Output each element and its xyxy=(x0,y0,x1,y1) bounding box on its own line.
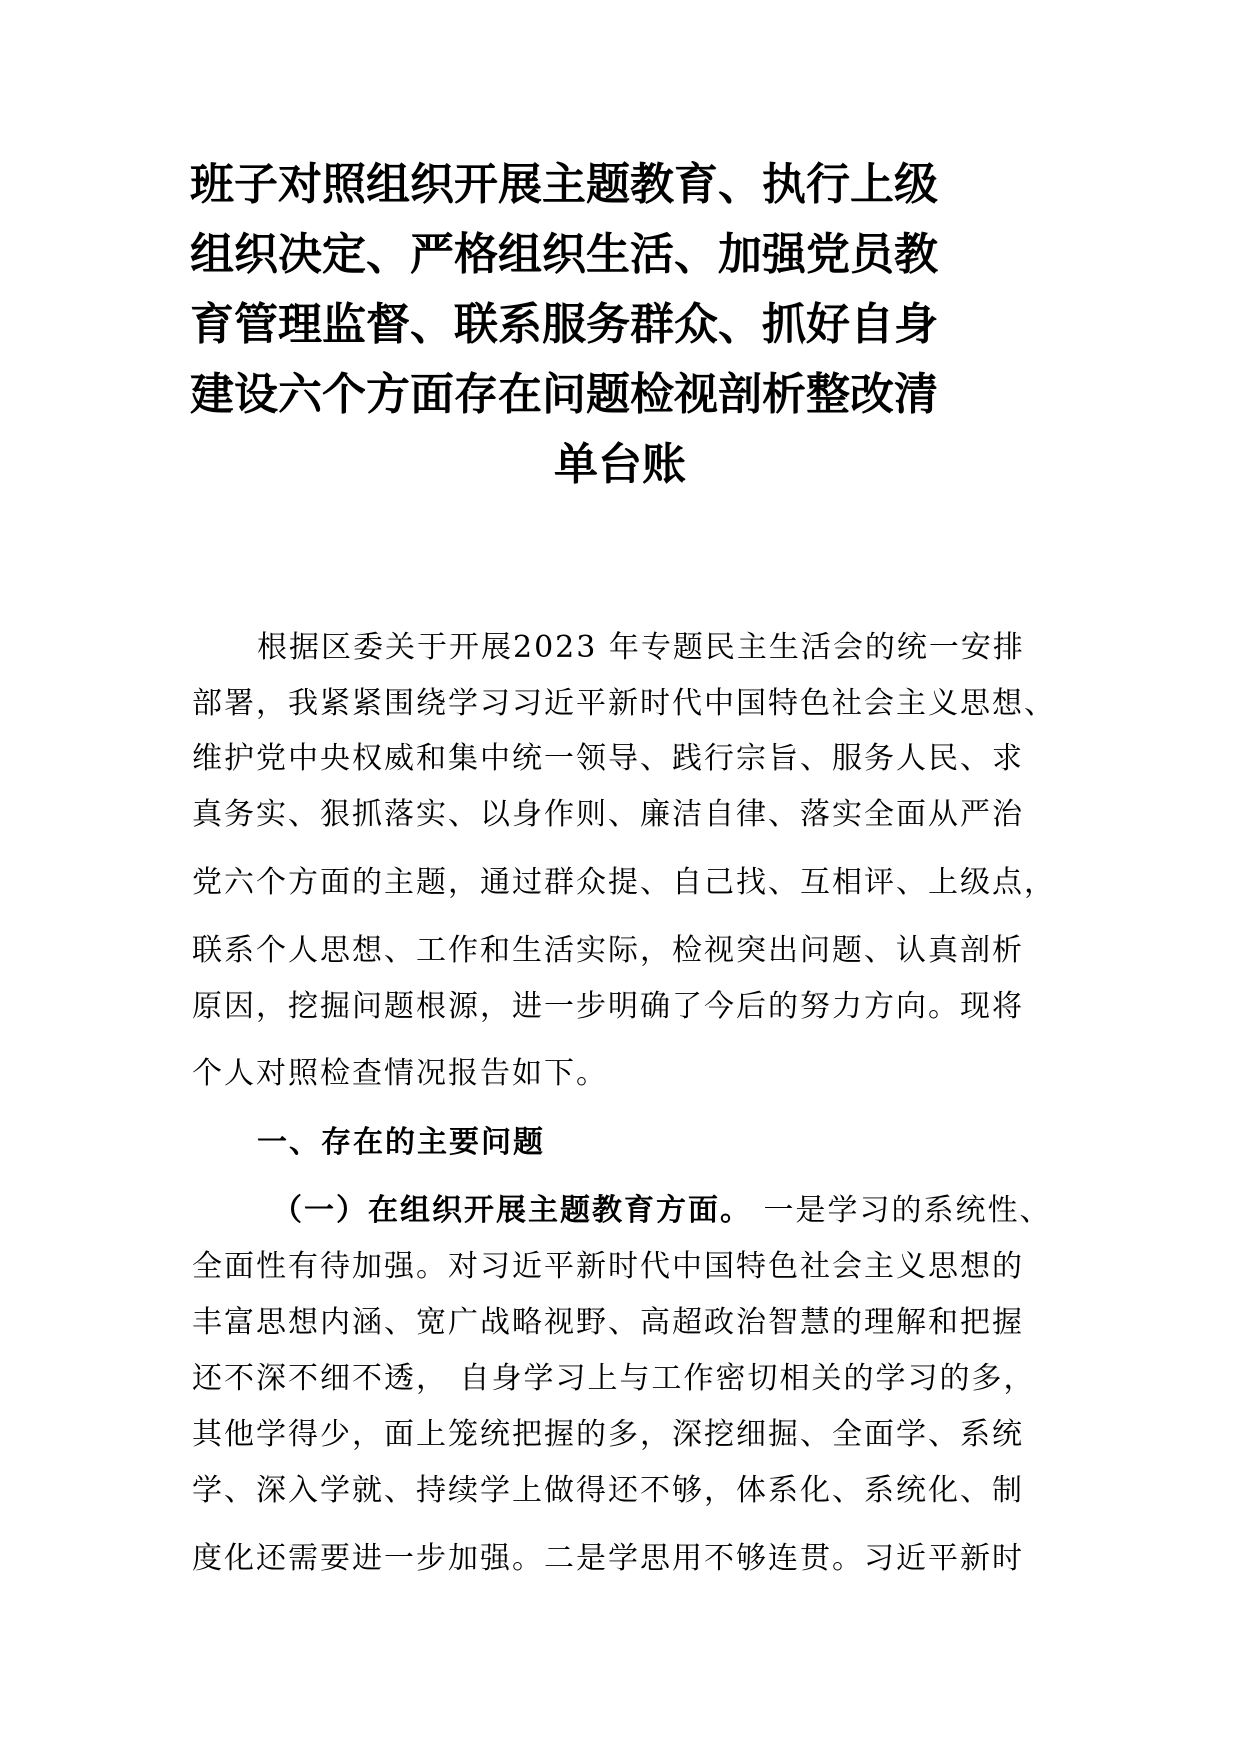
document-title xyxy=(190,150,1050,500)
body-line: 还不深不细不透， 自身学习上与工作密切相关的学习的多， xyxy=(192,1361,1036,1396)
subsection-lead-text: 一是学习的系统性、 xyxy=(752,1193,1052,1228)
title-line: 单台账 xyxy=(554,439,686,490)
title-line: 组织决定、严格组织生活、加强党员教 xyxy=(190,229,938,280)
title-line: 班子对照组织开展主题教育、执行上级 xyxy=(190,159,938,210)
intro-line: 联系个人思想、工作和生活实际，检视突出问题、认真剖析 xyxy=(192,933,1024,968)
body-line: 度化还需要进一步加强。二是学思用不够连贯。习近平新时 xyxy=(192,1541,1024,1576)
intro-line: 维护党中央权威和集中统一领导、践行宗旨、服务人民、求 xyxy=(192,741,1024,776)
intro-line: 真务实、狠抓落实、以身作则、廉洁自律、落实全面从严治 xyxy=(192,797,1024,832)
intro-line: 部署，我紧紧围绕学习习近平新时代中国特色社会主义思想、 xyxy=(192,686,1056,721)
body-line: 丰富思想内涵、宽广战略视野、高超政治智慧的理解和把握 xyxy=(192,1305,1024,1340)
intro-line: 个人对照检查情况报告如下。 xyxy=(192,1056,608,1091)
subsection-title: （一）在组织开展主题教育方面。 xyxy=(272,1193,752,1228)
intro-line: 根据区委关于开展2023 年专题民主生活会的统一安排 xyxy=(257,630,1025,665)
section-heading: 一、存在的主要问题 xyxy=(257,1125,545,1160)
subsection-lead xyxy=(272,1191,1052,1231)
title-line: 育管理监督、联系服务群众、抓好自身 xyxy=(190,299,938,350)
intro-line: 原因，挖掘问题根源，进一步明确了今后的努力方向。现将 xyxy=(192,989,1024,1024)
body-line: 其他学得少，面上笼统把握的多，深挖细掘、全面学、系统 xyxy=(192,1417,1024,1452)
title-line: 建设六个方面存在问题检视剖析整改清 xyxy=(190,369,938,420)
body-line: 全面性有待加强。对习近平新时代中国特色社会主义思想的 xyxy=(192,1249,1024,1284)
body-line: 学、深入学就、持续学上做得还不够，体系化、系统化、制 xyxy=(192,1473,1024,1508)
intro-line: 党六个方面的主题，通过群众提、自己找、互相评、上级点， xyxy=(192,865,1056,900)
